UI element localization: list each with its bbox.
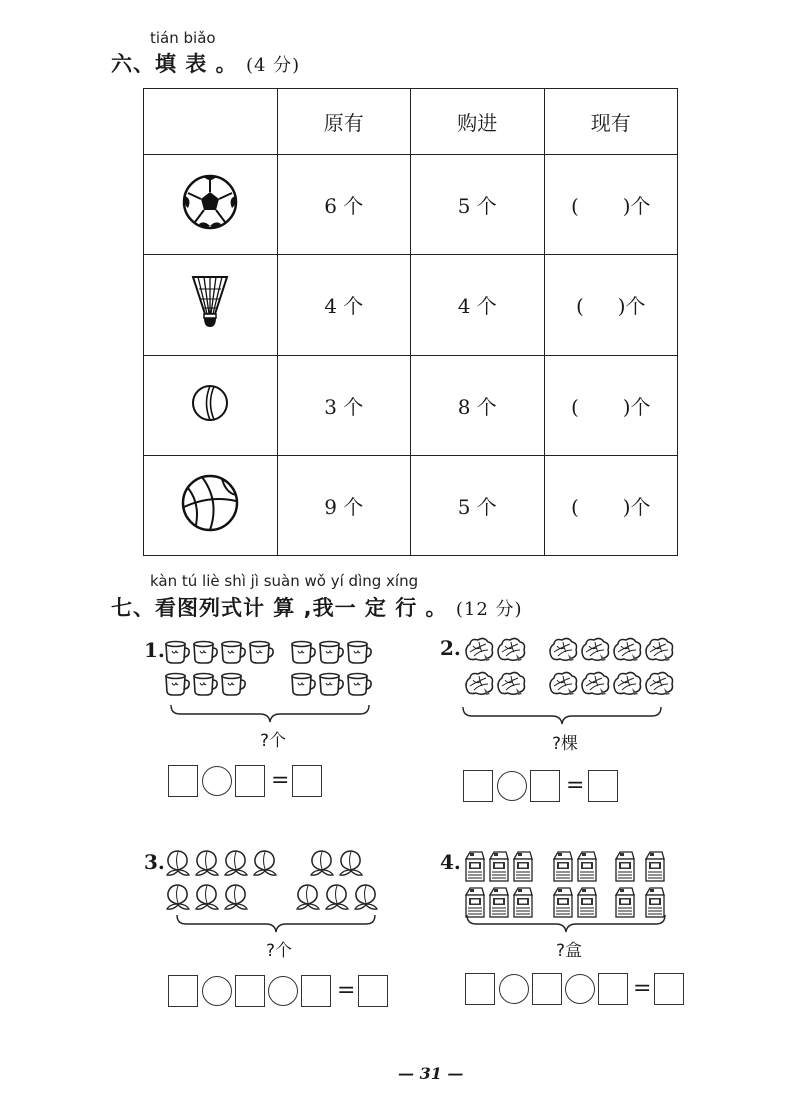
equals-sign: =	[566, 773, 585, 798]
row-had: 9 个	[277, 455, 411, 555]
answer-paren-right: )个	[622, 394, 651, 419]
answer-box[interactable]	[463, 770, 493, 802]
answer-box[interactable]	[292, 765, 322, 797]
section6-title-text: 六、填 表 。	[111, 52, 238, 76]
problem-4-number: 4.	[440, 850, 461, 874]
row-icon-cell	[144, 455, 278, 555]
row-now-answer[interactable]	[544, 355, 678, 455]
table-row	[144, 455, 678, 555]
table-row	[144, 255, 678, 355]
row-bought: 5 个	[411, 455, 545, 555]
row-bought: 4 个	[411, 255, 545, 355]
cup-icon	[166, 642, 371, 696]
row-now-answer[interactable]	[544, 455, 678, 555]
ball-icon	[190, 383, 230, 423]
answer-paren-left: (	[570, 394, 579, 419]
answer-box[interactable]	[358, 975, 388, 1007]
header-blank	[144, 89, 278, 155]
answer-paren-right: )个	[622, 494, 651, 519]
equals-sign: =	[633, 976, 652, 1001]
operator-circle[interactable]	[497, 771, 527, 801]
answer-paren-left: (	[570, 194, 579, 219]
answer-box[interactable]	[465, 973, 495, 1005]
brace	[462, 706, 662, 726]
operator-circle[interactable]	[268, 976, 298, 1006]
row-bought: 8 个	[411, 355, 545, 455]
brace	[176, 914, 376, 934]
cabbages-group	[464, 636, 680, 700]
answer-paren-left: (	[575, 294, 584, 319]
row-icon-cell	[144, 355, 278, 455]
section7-title	[111, 592, 523, 622]
shuttlecock-icon	[190, 274, 230, 330]
fill-table	[143, 88, 678, 556]
basketball-icon	[180, 473, 240, 533]
answer-paren-right: )个	[617, 294, 646, 319]
operator-circle[interactable]	[202, 976, 232, 1006]
row-icon-cell	[144, 255, 278, 355]
equals-sign: =	[337, 978, 356, 1003]
section7-pinyin: kàn tú liè shì jì suàn wǒ yí dìng xíng	[150, 572, 419, 590]
operator-circle[interactable]	[565, 974, 595, 1004]
row-had: 6 个	[277, 155, 411, 255]
section6-title	[111, 48, 300, 78]
header-had: 原有	[277, 89, 411, 155]
soccer-ball-icon	[182, 174, 238, 230]
cups-group	[164, 638, 374, 702]
answer-paren-left: (	[570, 494, 579, 519]
answer-box[interactable]	[588, 770, 618, 802]
header-now: 现有	[544, 89, 678, 155]
answer-box[interactable]	[235, 765, 265, 797]
table-header-row	[144, 89, 678, 155]
problem-3-question: ?个	[266, 941, 293, 961]
header-bought: 购进	[411, 89, 545, 155]
problem-1-number: 1.	[144, 638, 165, 662]
answer-box[interactable]	[530, 770, 560, 802]
answer-paren-right: )个	[622, 194, 651, 219]
section7-title-text: 七、看图列式计 算 ,我一 定 行 。	[111, 596, 448, 620]
answer-box[interactable]	[235, 975, 265, 1007]
equals-sign: =	[271, 768, 290, 793]
page-number: — 31 —	[398, 1064, 464, 1083]
answer-box[interactable]	[168, 975, 198, 1007]
milk-cartons-group	[464, 850, 674, 922]
problem-1-question: ?个	[260, 731, 287, 751]
section7-score: (12 分)	[455, 599, 523, 620]
row-now-answer[interactable]	[544, 255, 678, 355]
answer-box[interactable]	[532, 973, 562, 1005]
answer-box[interactable]	[301, 975, 331, 1007]
section6-score: (4 分)	[245, 55, 301, 76]
row-bought: 5 个	[411, 155, 545, 255]
row-had: 4 个	[277, 255, 411, 355]
problem-2-question: ?棵	[552, 734, 579, 754]
milk-carton-icon	[466, 852, 664, 917]
operator-circle[interactable]	[202, 766, 232, 796]
brace	[170, 704, 370, 724]
cabbage-icon	[466, 638, 673, 695]
table-row	[144, 355, 678, 455]
answer-box[interactable]	[168, 765, 198, 797]
answer-box[interactable]	[654, 973, 684, 1005]
brace	[466, 914, 666, 934]
row-now-answer[interactable]	[544, 155, 678, 255]
section6-pinyin: tián biǎo	[150, 29, 216, 47]
problem-3-number: 3.	[144, 850, 165, 874]
operator-circle[interactable]	[499, 974, 529, 1004]
table-row	[144, 155, 678, 255]
answer-box[interactable]	[598, 973, 628, 1005]
problem-4-question: ?盒	[556, 941, 583, 961]
problem-2-number: 2.	[440, 636, 461, 660]
row-had: 3 个	[277, 355, 411, 455]
peach-icon	[167, 851, 377, 909]
peaches-group	[164, 848, 380, 914]
row-icon-cell	[144, 155, 278, 255]
